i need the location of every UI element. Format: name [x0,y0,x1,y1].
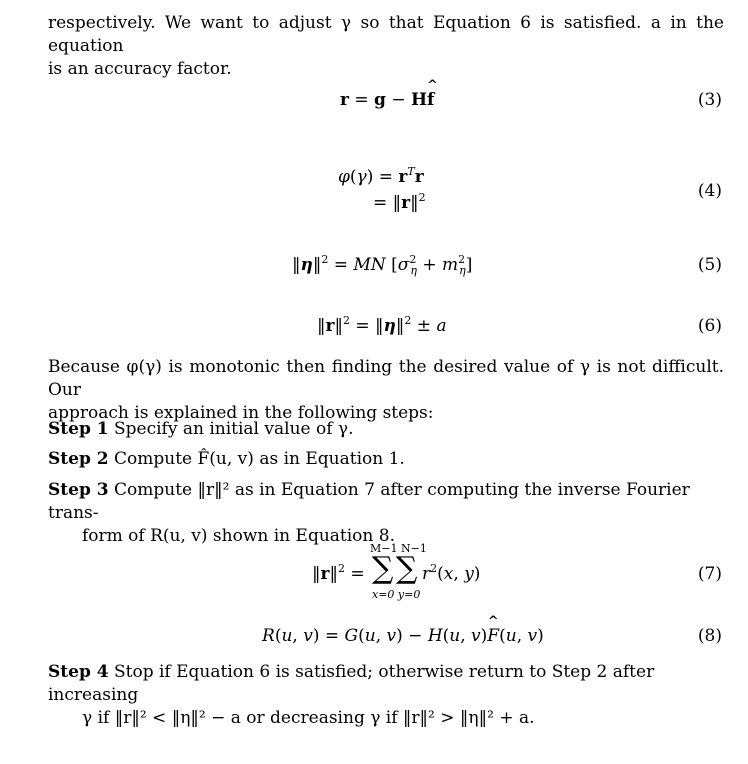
intro-paragraph [48,12,724,81]
equation-7: ‖r‖$^2$ = M−1 N−1 ∑ ∑ $r^2(x$, y) x=0 y=0 [312,542,481,601]
step-3 [48,479,724,548]
intro-line-1: respectively. We want to adjust γ so that Equation 6 is satisfied. a in the equation [48,13,724,56]
middle-line-1: Because φ(γ) is monotonic then finding the desired value of γ is not difficult. Our [48,357,724,400]
equation-4-number: (4) [697,181,722,201]
step-4-continuation: γ if ‖r‖² < ‖η‖² − a or decreasing γ if ‖r‖² > ‖η‖² + a. [82,708,535,728]
step-3-text: Compute ‖r‖² as in Equation 7 after computing the inverse Fourier trans- [48,480,690,523]
equation-5: ‖η‖$^2$ = MN $[\sigma^2_\eta + m^2_\eta]$ [292,253,473,277]
step-4-text: Stop if Equation 6 is satisfied; otherwise return to Step 2 after increasing [48,662,655,705]
equation-3-number: (3) [697,90,722,110]
equation-3: r = g − H^ f [340,90,434,110]
equation-8: R(u, v) = G(u, v) − H(u, v)^ F(u, v) [262,626,544,646]
step-4 [48,661,724,730]
equation-6: ‖r‖$^2$ = ‖η‖$^2$ ± a [317,314,447,336]
equation-5-number: (5) [697,255,722,275]
equation-4-line-2: = ‖r‖$^2$ [373,191,426,213]
step-2 [48,448,724,471]
equation-7-upper-limits: M−1 N−1 [370,542,427,555]
step-1-label: Step 1 [48,419,109,439]
equation-8-number: (8) [697,626,722,646]
equation-7-number: (7) [697,564,722,584]
step-2-text: Compute F̂(u, v) as in Equation 1. [114,449,405,469]
step-1 [48,418,724,441]
step-3-continuation: form of R(u, v) shown in Equation 8. [82,526,395,546]
step-3-label: Step 3 [48,480,109,500]
step-4-label: Step 4 [48,662,109,682]
middle-line-2: approach is explained in the following steps: [48,403,434,423]
equation-6-number: (6) [697,316,722,336]
intro-line-2: is an accuracy factor. [48,59,232,79]
step-1-text: Specify an initial value of γ. [114,419,354,439]
equation-7-lower-limits: x=0 y=0 [372,588,421,601]
equation-4-line-1: $\varphi(\gamma) = r^Tr$ [338,165,424,187]
middle-paragraph [48,356,724,425]
step-2-label: Step 2 [48,449,109,469]
